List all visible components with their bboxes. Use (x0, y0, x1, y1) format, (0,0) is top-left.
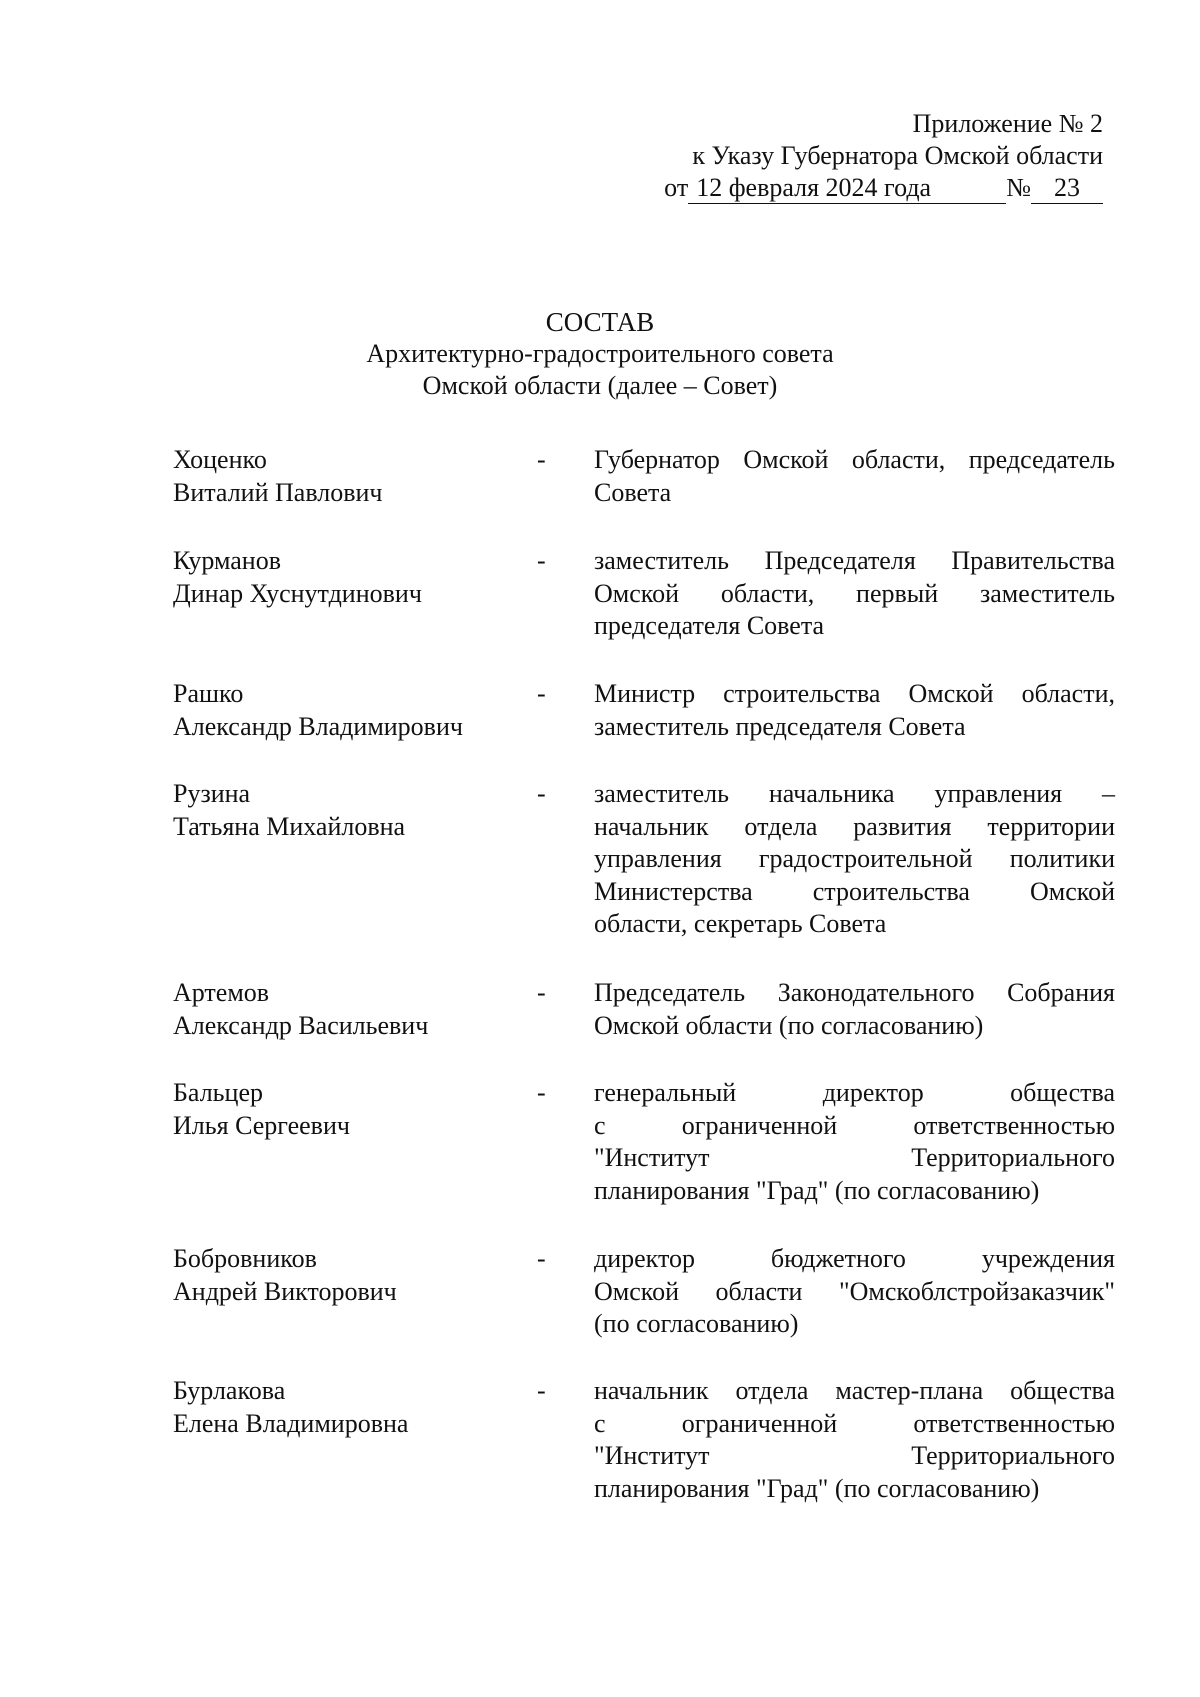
role-line: "Институт Территориального (594, 1143, 1115, 1172)
role-line: с ограниченной ответственностью (594, 1408, 1115, 1438)
member-name (173, 1243, 553, 1308)
role-line: (по согласованию) (594, 1309, 799, 1338)
role-line: Омской области (по согласованию) (594, 1010, 984, 1040)
dash-separator: - (537, 546, 546, 575)
member-given-name: Виталий Павлович (173, 477, 383, 507)
member-given-name: Илья Сергеевич (173, 1110, 350, 1140)
member-given-name: Андрей Викторович (173, 1276, 397, 1306)
role-line: области, секретарь Совета (594, 909, 887, 938)
role-line: управления градостроительной политики (594, 844, 1115, 873)
member-name (173, 444, 553, 509)
member-role (594, 678, 1115, 743)
member-given-name: Татьяна Михайловна (173, 811, 406, 841)
role-line: начальник отдела мастер-плана общества (594, 1376, 1115, 1405)
dash-separator: - (537, 679, 546, 708)
member-surname: Бурлакова (173, 1376, 286, 1405)
member-surname: Артемов (173, 978, 270, 1007)
member-name (173, 977, 553, 1042)
role-line: начальник отдела развития территории (594, 811, 1115, 841)
member-surname: Бальцер (173, 1078, 263, 1107)
appendix-reference: к Указу Губернатора Омской области (692, 141, 1103, 170)
member-name (173, 678, 553, 743)
date-prefix: от (664, 173, 689, 202)
member-surname: Рузина (173, 779, 251, 808)
dash-separator: - (537, 779, 546, 808)
member-name (173, 1077, 553, 1142)
role-line: Председатель Законодательного Собрания (594, 978, 1115, 1007)
dash-separator: - (537, 1376, 546, 1405)
member-surname: Рашко (173, 679, 244, 708)
member-role (594, 977, 1115, 1042)
dash-separator: - (537, 978, 546, 1007)
dash-separator: - (537, 445, 546, 474)
member-given-name: Елена Владимировна (173, 1408, 409, 1438)
appendix-title: Приложение № 2 (912, 109, 1103, 138)
member-surname: Хоценко (173, 445, 267, 474)
title-region: Омской области (далее – Совет) (422, 371, 778, 400)
role-line: Губернатор Омской области, председатель (594, 445, 1115, 474)
role-line: Омской области "Омскоблстройзаказчик" (594, 1276, 1115, 1306)
member-role (594, 1375, 1115, 1505)
member-name (173, 1375, 553, 1440)
number-prefix: № (1006, 173, 1031, 202)
member-name (173, 778, 553, 843)
member-surname: Бобровников (173, 1244, 317, 1273)
member-role (594, 1243, 1115, 1341)
role-line: председателя Совета (594, 611, 825, 640)
member-role (594, 545, 1115, 643)
role-line: генеральный директор общества (594, 1078, 1115, 1107)
member-role (594, 1077, 1115, 1207)
role-line: заместитель председателя Совета (594, 711, 966, 741)
decree-date: 12 февраля 2024 года (688, 173, 1006, 204)
role-line: Омской области, первый заместитель (594, 578, 1115, 608)
dash-separator: - (537, 1244, 546, 1273)
member-given-name: Александр Васильевич (173, 1010, 429, 1040)
member-given-name: Динар Хуснутдинович (173, 578, 422, 608)
role-line: заместитель Председателя Правительства (594, 546, 1115, 575)
role-line: директор бюджетного учреждения (594, 1244, 1115, 1273)
member-given-name: Александр Владимирович (173, 711, 463, 741)
role-line: Совета (594, 477, 672, 507)
member-role (594, 444, 1115, 509)
dash-separator: - (537, 1078, 546, 1107)
role-line: планирования "Град" (по согласованию) (594, 1175, 1040, 1205)
role-line: Министр строительства Омской области, (594, 679, 1115, 708)
member-name (173, 545, 553, 610)
title-council: Архитектурно-градостроительного совета (366, 339, 834, 368)
role-line: планирования "Град" (по согласованию) (594, 1473, 1040, 1503)
role-line: "Институт Территориального (594, 1441, 1115, 1470)
role-line: с ограниченной ответственностью (594, 1110, 1115, 1140)
role-line: Министерства строительства Омской (594, 876, 1115, 906)
role-line: заместитель начальника управления – (594, 779, 1115, 808)
title-main: СОСТАВ (545, 307, 655, 337)
decree-number: 23 (1031, 173, 1103, 204)
member-role (594, 778, 1115, 941)
member-surname: Курманов (173, 546, 281, 575)
